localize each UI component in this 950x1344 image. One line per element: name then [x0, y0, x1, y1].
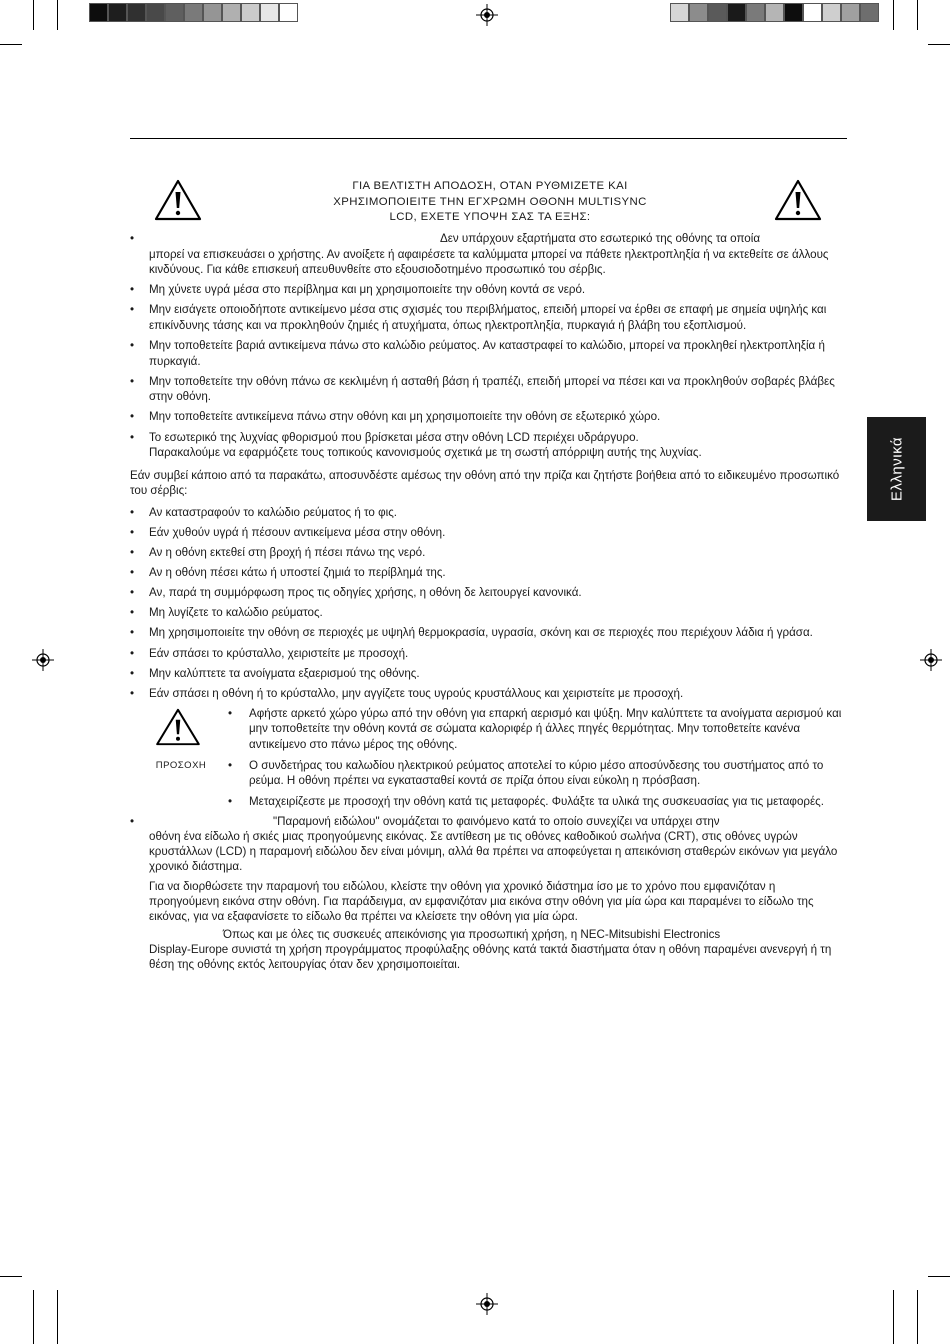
- list-item-text: Εάν χυθούν υγρά ή πέσουν αντικείμενα μέσα στην οθόνη.: [149, 526, 446, 539]
- list-item-text: Μην τοποθετείτε την οθόνη πάνω σε κεκλιμένη ή ασταθή βάση ή τραπέζι, επειδή μπορεί να πέσει και να προκληθούν σοβαρές βλάβες στην οθόνη.: [149, 374, 835, 404]
- color-swatch: [765, 3, 784, 22]
- list-item: [130, 625, 848, 641]
- bullet-icon: •: [130, 546, 135, 560]
- list-item: [130, 430, 848, 461]
- list-item-text: Μην εισάγετε οποιοδήποτε αντικείμενο μέσα στις σχισμές του περιβλήματος, επειδή μπορεί να έρθει σε επαφή με σημεία υψηλής και επικίνδυνης τάσης και να προκληθούν ζημιές ή ατυχήματα, όπως ηλεκτροπληξία, πυρκαγιά ή βλάβη του εξοπλισμού.: [149, 303, 827, 332]
- list-item: [130, 525, 848, 541]
- color-swatch: [203, 3, 222, 22]
- list-item-text: Μην τοποθετείτε βαριά αντικείμενα πάνω στο καλώδιο ρεύματος. Αν καταστραφεί το καλώδιο, μπορεί να προκληθεί ηλεκτροπληξία ή πυρκαγιά.: [149, 339, 825, 368]
- list-item-text: Μη χρησιμοποιείτε την οθόνη σε περιοχές με υψηλή θερμοκρασία, υγρασία, σκόνη και σε περιοχές που περιέχουν λάδια ή γράσα.: [149, 626, 813, 640]
- list-item: [130, 505, 848, 521]
- list-item-text: Αν η οθόνη πέσει κάτω ή υποστεί ζημιά το περίβλημά της.: [149, 566, 446, 580]
- crop-mark: [917, 0, 918, 30]
- list-item-text: Αν, παρά τη συμμόρφωση προς τις οδηγίες χρήσης, η οθόνη δε λειτουργεί κανονικά.: [149, 586, 582, 600]
- list-item-text: Δεν υπάρχουν εξαρτήματα στο εσωτερικό της οθόνης τα οποία: [440, 232, 761, 245]
- list-item-text: Το εσωτερικό της λυχνίας φθορισμού που βρίσκεται μέσα στην οθόνη LCD περιέχει υδράργυρο.: [149, 430, 639, 444]
- list-item-text: Αν καταστραφούν το καλώδιο ρεύματος ή το φις.: [149, 505, 398, 519]
- bullet-icon: •: [130, 339, 135, 353]
- color-bar-left: [89, 3, 298, 22]
- color-swatch: [784, 3, 803, 22]
- color-swatch: [241, 3, 260, 22]
- warning-heading-line: LCD, ΕΧΕΤΕ ΥΠΟΨΗ ΣΑΣ ΤΑ ΕΞΗΣ:: [389, 211, 591, 223]
- crop-mark: [57, 0, 58, 30]
- header-rule: [130, 138, 847, 139]
- list-item-text: Μην καλύπτετε τα ανοίγματα εξαερισμού της οθόνης.: [149, 666, 420, 680]
- caution-item: [228, 794, 848, 810]
- registration-mark-icon: [32, 649, 54, 671]
- warning-triangle-icon: [774, 179, 822, 221]
- caution-label: ΠΡΟΣΟΧΗ: [155, 759, 207, 771]
- caution-triangle-icon: [150, 708, 206, 746]
- intro-paragraph: Εάν συμβεί κάποιο από τα παρακάτω, αποσυνδέστε αμέσως την οθόνη από την πρίζα και ζητήστε βοήθεια από το ειδικευμένο προσωπικό του σέρβις:: [130, 468, 840, 498]
- crop-mark: [0, 1276, 22, 1277]
- list-item: [130, 666, 848, 682]
- crop-mark: [33, 1290, 34, 1344]
- list-item: [130, 814, 848, 874]
- bullet-icon: •: [130, 526, 135, 539]
- caution-item: [228, 758, 848, 789]
- list-item-text: οθόνη ένα είδωλο ή σκιές μιας προηγούμενης εικόνας. Σε αντίθεση με τις οθόνες καθοδικού σωλήνα (CRT), στις οθόνες υγρών κρυστάλλων (LCD) η παραμονή ειδώλου δεν είναι μόνιμη, αλλά θα πρέπει να αποφεύγεται η απεικόνιση σταθερών εικόνων για μεγάλο χρονικό διάστημα.: [149, 830, 838, 874]
- color-swatch: [222, 3, 241, 22]
- registration-mark-icon: [476, 4, 498, 26]
- color-swatch: [279, 3, 298, 22]
- list-item-text: Εάν σπάσει το κρύσταλλο, χειριστείτε με προσοχή.: [149, 646, 409, 660]
- paragraph: [130, 927, 848, 972]
- list-item: [130, 231, 848, 278]
- color-swatch: [822, 3, 841, 22]
- list-item-text: Παρακαλούμε να εφαρμόζετε τους τοπικούς κανονισμούς σχετικά με τη σωστή απόρριψη αυτής της λυχνίας.: [149, 446, 702, 460]
- color-swatch: [260, 3, 279, 22]
- list-item: [130, 646, 848, 662]
- list-item: [130, 565, 848, 581]
- warning-triangle-icon: [154, 179, 202, 221]
- warning-heading-line: ΓΙΑ ΒΕΛΤΙΣΤΗ ΑΠΟΔΟΣΗ, ΟΤΑΝ ΡΥΘΜΙΖΕΤΕ ΚΑΙ: [352, 180, 628, 192]
- list-item: [130, 605, 848, 621]
- color-swatch: [746, 3, 765, 22]
- crop-mark: [917, 1290, 918, 1344]
- list-item: [130, 302, 848, 333]
- list-item: [130, 686, 848, 702]
- crop-mark: [0, 44, 22, 45]
- bullet-icon: •: [130, 686, 135, 700]
- bullet-icon: •: [130, 666, 135, 680]
- paragraph: Για να διορθώσετε την παραμονή του ειδώλου, κλείστε την οθόνη για χρονικό διάστημα ίσο με το χρόνο που εμφανιζόταν η προηγούμενη εικόνα στην οθόνη. Για παράδειγμα, αν εμφανιζόταν μια εικόνα στην οθόνη για μία ώρα και παραμένει το είδωλο της εικόνας, για να εξαφανίσετε το είδωλο θα πρέπει να κλείσετε την οθόνη για μία ώρα.: [149, 879, 814, 923]
- bullet-icon: •: [130, 815, 135, 829]
- bullet-icon: •: [228, 794, 233, 808]
- crop-mark: [893, 0, 894, 30]
- bullet-icon: •: [130, 566, 135, 580]
- registration-mark-icon: [476, 1293, 498, 1315]
- bullet-icon: •: [130, 646, 135, 660]
- paragraph-line: Display-Europe συνιστά τη χρήση προγράμματος προφύλαξης οθόνης κατά τακτά διαστήματα όταν η οθόνη παραμένει ανενεργή ή τη θέση της οθόνης εκτός λειτουργίας όταν δεν χρησιμοποιείται.: [149, 942, 832, 971]
- caution-item: [228, 706, 848, 753]
- list-item: [130, 338, 848, 369]
- caution-block: [130, 706, 848, 810]
- warning-heading-line: ΧΡΗΣΙΜΟΠΟΙΕΙΤΕ ΤΗΝ ΕΓΧΡΩΜΗ ΟΘΟΝΗ MULTISYNC: [333, 195, 647, 208]
- bullet-icon: •: [130, 374, 135, 388]
- list-item: [130, 374, 848, 405]
- bullet-icon: •: [130, 430, 135, 444]
- warning-heading: [290, 179, 690, 226]
- crop-mark: [928, 1276, 950, 1277]
- crop-mark: [893, 1290, 894, 1344]
- list-item-text: μπορεί να επισκευάσει ο χρήστης. Αν ανοίξετε ή αφαιρέσετε τα καλύμματα μπορεί να πάθετε ηλεκτροπληξία ή να εκτεθείτε σε άλλους κινδύνους. Για κάθε επισκευή απευθυνθείτε στο εξουσιοδοτημένο προσωπικό του σέρβις.: [149, 247, 829, 277]
- list-item-text: Εάν σπάσει η οθόνη ή το κρύσταλλο, μην αγγίζετε τους υγρούς κρυστάλλους και χειριστείτε με προσοχή.: [149, 686, 684, 700]
- color-swatch: [146, 3, 165, 22]
- list-item-text: "Παραμονή ειδώλου" ονομάζεται το φαινόμενο κατά το οποίο συνεχίζει να υπάρχει στην: [273, 815, 720, 829]
- bullet-icon: •: [130, 410, 135, 424]
- color-swatch: [184, 3, 203, 22]
- color-swatch: [670, 3, 689, 22]
- bullet-icon: •: [228, 706, 233, 720]
- bullet-icon: •: [130, 505, 135, 519]
- crop-mark: [33, 0, 34, 30]
- list-item-text: Μην τοποθετείτε αντικείμενα πάνω στην οθόνη και μη χρησιμοποιείτε την οθόνη σε εξωτερικό χώρο.: [149, 410, 661, 424]
- list-item: [130, 282, 848, 298]
- language-tab: [867, 417, 926, 521]
- color-swatch: [860, 3, 879, 22]
- color-swatch: [727, 3, 746, 22]
- bullet-icon: •: [130, 283, 135, 297]
- list-item: [130, 545, 848, 561]
- caution-item-text: Αφήστε αρκετό χώρο γύρω από την οθόνη για επαρκή αερισμό και ψύξη. Μην καλύπτετε τα ανοίγματα αερισμού και μην τοποθετείτε την οθόνη κοντά σε σώματα καλοριφέρ ή άλλες πηγές θερμότητας. Μην τοποθετείτε κανένα αντικείμενο στο πάνω μέρος της οθόνης.: [249, 706, 842, 752]
- safety-content: [130, 231, 848, 975]
- bullet-icon: •: [228, 758, 233, 772]
- color-swatch: [689, 3, 708, 22]
- color-swatch: [127, 3, 146, 22]
- color-swatch: [108, 3, 127, 22]
- crop-mark: [57, 1290, 58, 1344]
- list-item-text: Μη χύνετε υγρά μέσα στο περίβλημα και μη χρησιμοποιείτε την οθόνη κοντά σε νερό.: [149, 283, 586, 297]
- color-swatch: [803, 3, 822, 22]
- list-item-text: Αν η οθόνη εκτεθεί στη βροχή ή πέσει πάνω της νερό.: [149, 546, 426, 560]
- bullet-icon: •: [130, 232, 135, 245]
- language-tab-label: Ελληνικά: [888, 436, 905, 502]
- bullet-icon: •: [130, 303, 135, 317]
- color-bar-right: [670, 3, 879, 22]
- bullet-icon: •: [130, 586, 135, 600]
- color-swatch: [708, 3, 727, 22]
- caution-item-text: Μεταχειρίζεστε με προσοχή την οθόνη κατά τις μεταφορές. Φυλάξτε τα υλικά της συσκευασίας για τις μεταφορές.: [249, 794, 824, 808]
- color-swatch: [89, 3, 108, 22]
- caution-item-text: Ο συνδετήρας του καλωδίου ηλεκτρικού ρεύματος αποτελεί το κύριο μέσο αποσύνδεσης του συστήματος από το ρεύμα. Η οθόνη πρέπει να εγκατασταθεί κοντά σε πρίζα όπου είναι εύκολη η πρόσβαση.: [249, 758, 824, 788]
- color-swatch: [841, 3, 860, 22]
- bullet-icon: •: [130, 606, 135, 620]
- color-swatch: [165, 3, 184, 22]
- crop-mark: [928, 44, 950, 45]
- bullet-icon: •: [130, 626, 135, 640]
- list-item: [130, 585, 848, 601]
- paragraph-line: Όπως και με όλες τις συσκευές απεικόνισης για προσωπική χρήση, η NEC-Mitsubishi Electronics: [223, 927, 721, 941]
- list-item: [130, 409, 848, 425]
- list-item-text: Μη λυγίζετε το καλώδιο ρεύματος.: [149, 606, 323, 620]
- registration-mark-icon: [920, 649, 942, 671]
